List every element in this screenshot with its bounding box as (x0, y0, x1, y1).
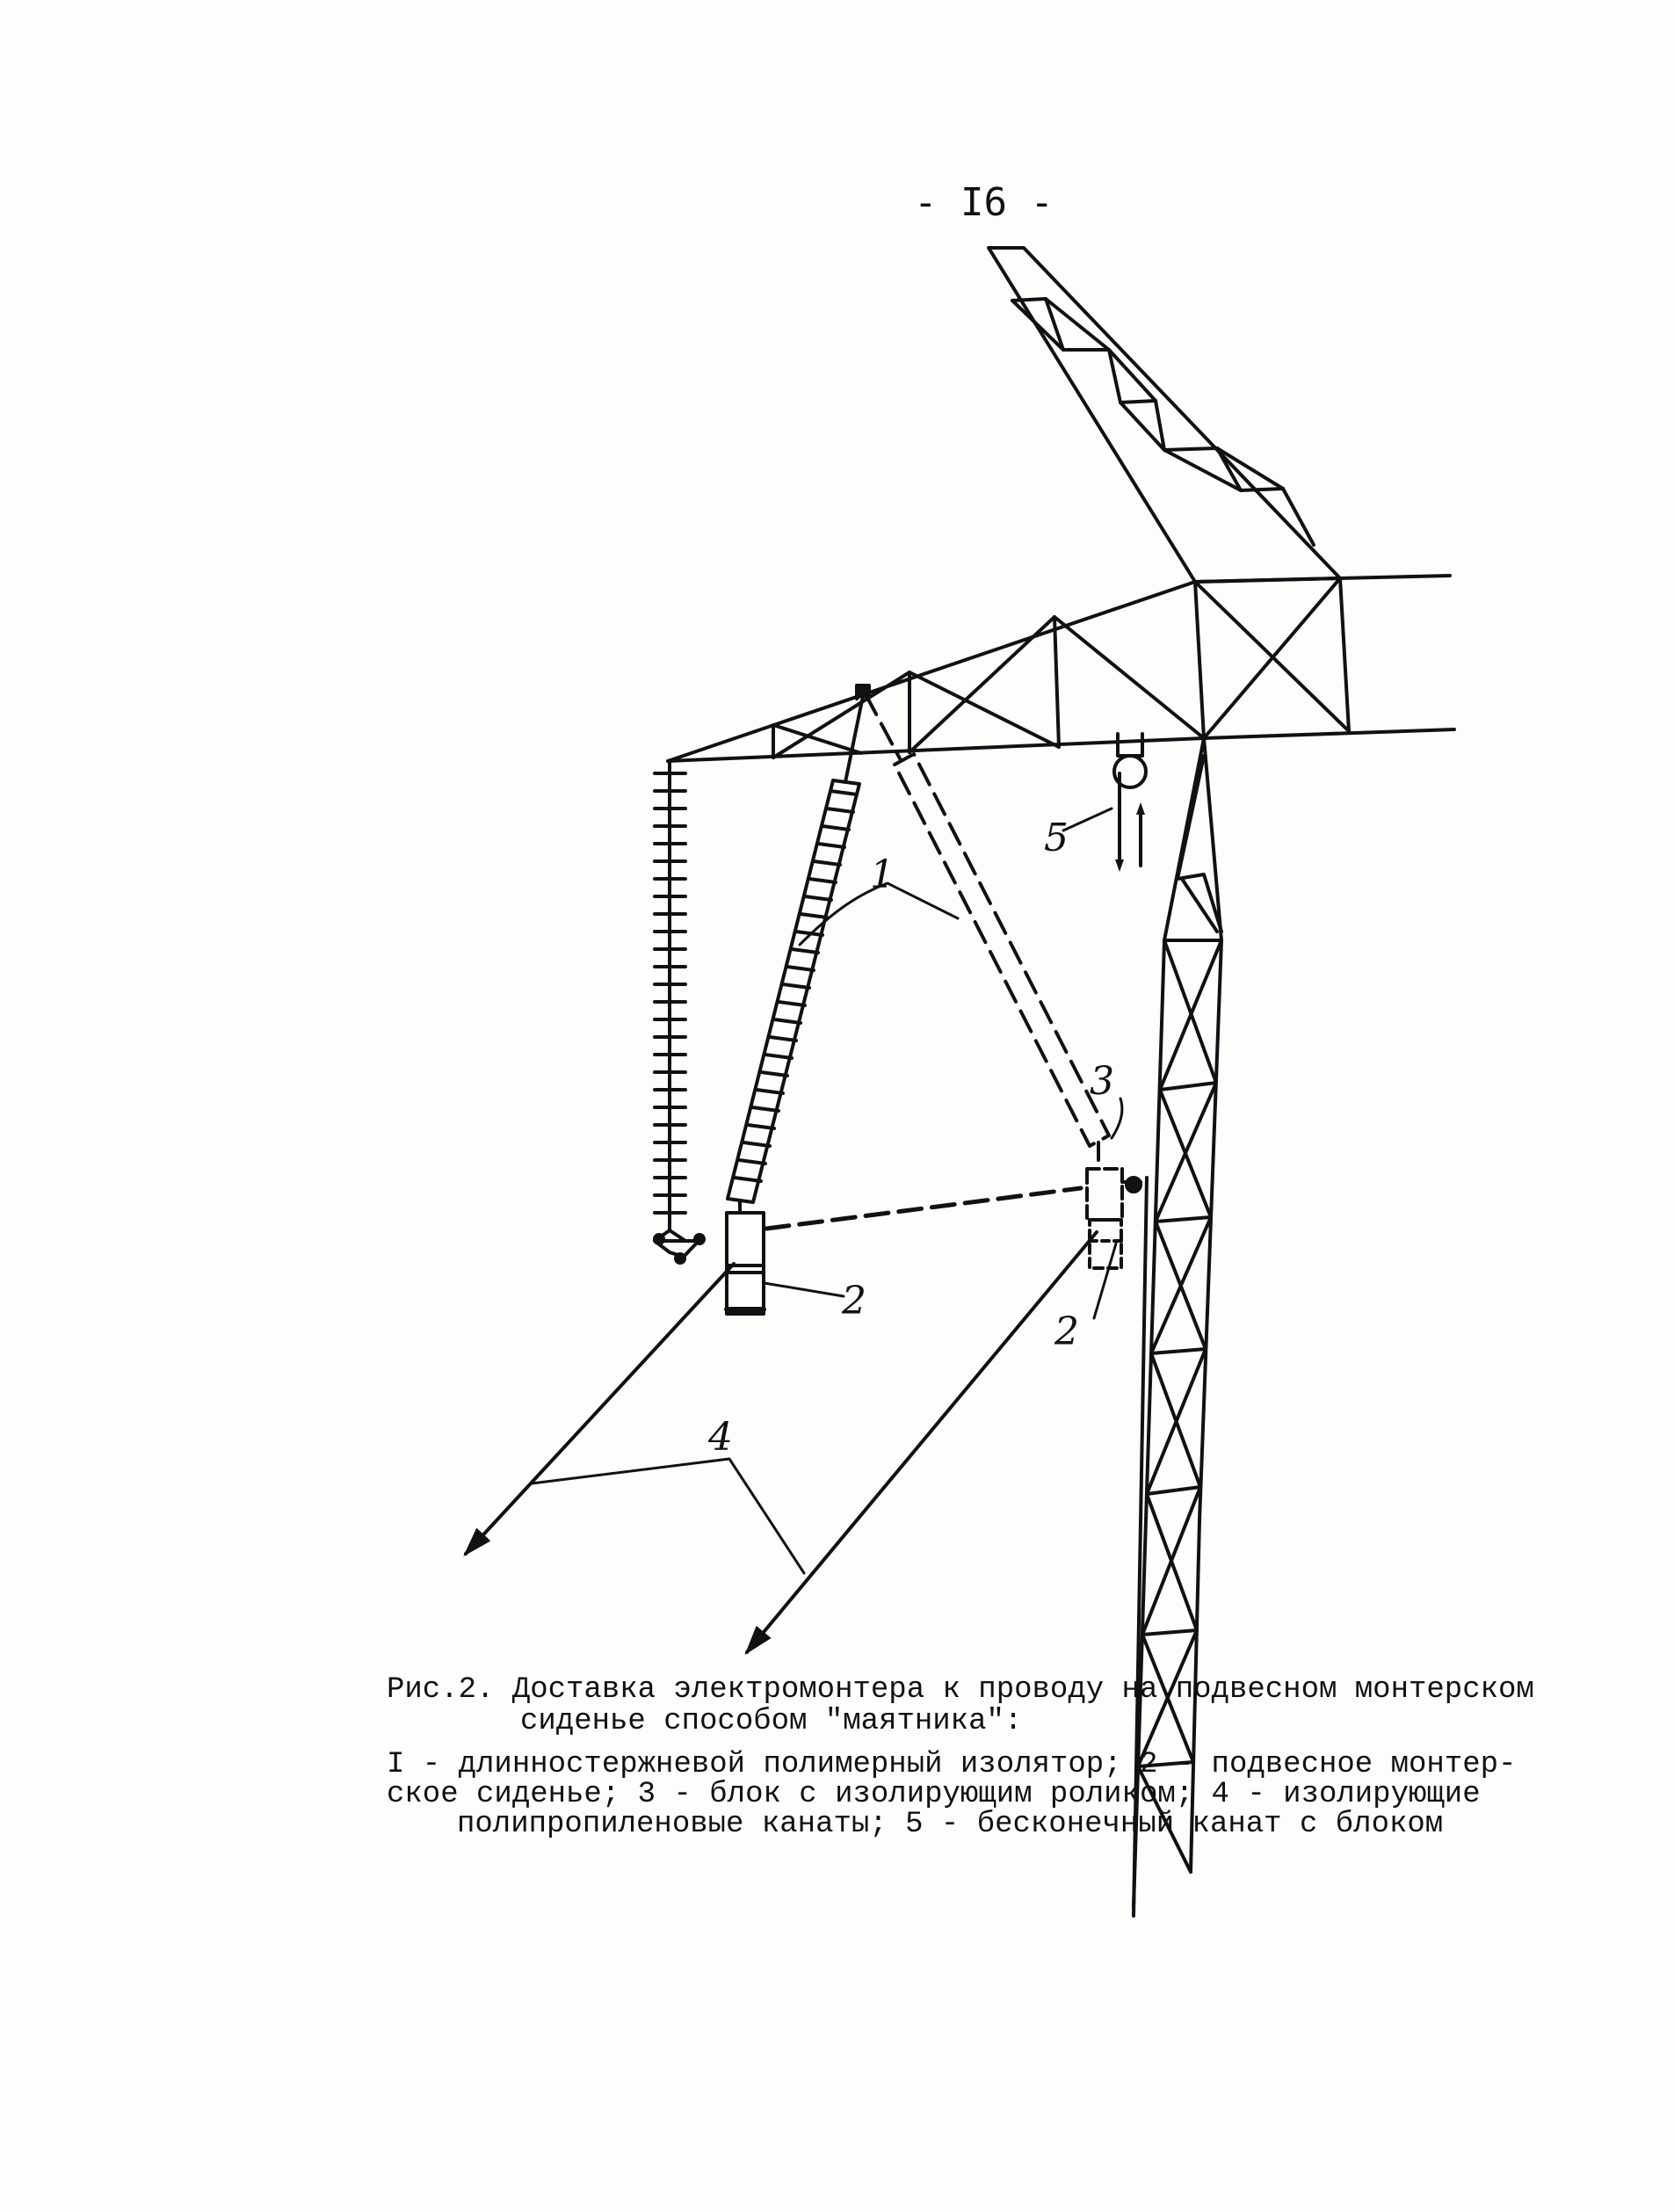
long-rod-insulator (728, 685, 869, 1213)
figure-caption (387, 1674, 1555, 1839)
cross-arm (668, 576, 1454, 761)
caption-title-line1: Рис.2. Доставка электромонтера к проводу на подвесном монтерском (387, 1673, 1534, 1707)
page-number: - I6 - (914, 180, 1054, 225)
long-rod-insulator-swung (866, 694, 1109, 1160)
caption-legend-line2: ское сиденье; 3 - блок с изолирующим роликом; 4 - изолирующие (387, 1778, 1481, 1811)
caption-title (387, 1674, 1555, 1737)
caption-legend (387, 1750, 1555, 1839)
label-seat-left: 2 (842, 1279, 866, 1324)
label-ropes: 4 (708, 1415, 733, 1460)
label-seat-right: 2 (1054, 1309, 1079, 1354)
label-block: 3 (1090, 1059, 1114, 1104)
endless-rope-pulley (1114, 734, 1146, 866)
label-insulator: 1 (870, 852, 895, 897)
caption-legend-line3: полипропиленовые канаты; 5 - бесконечный канат с блоком (457, 1808, 1444, 1841)
leader-lines (532, 809, 1122, 1573)
monter-seat-right (1087, 1169, 1122, 1268)
swing-path (766, 1188, 1081, 1229)
caption-title-line2: сиденье способом "маятника": (520, 1705, 1023, 1738)
block-with-roller (1122, 1178, 1141, 1192)
tower-peak (989, 248, 1340, 582)
caption-legend-line1: I - длинностержневой полимерный изолятор; 2 - подвесное монтер- (387, 1748, 1517, 1781)
polypropylene-ropes (466, 1232, 1097, 1652)
label-endless-rope: 5 (1044, 816, 1069, 860)
suspension-insulator-string (655, 763, 704, 1263)
